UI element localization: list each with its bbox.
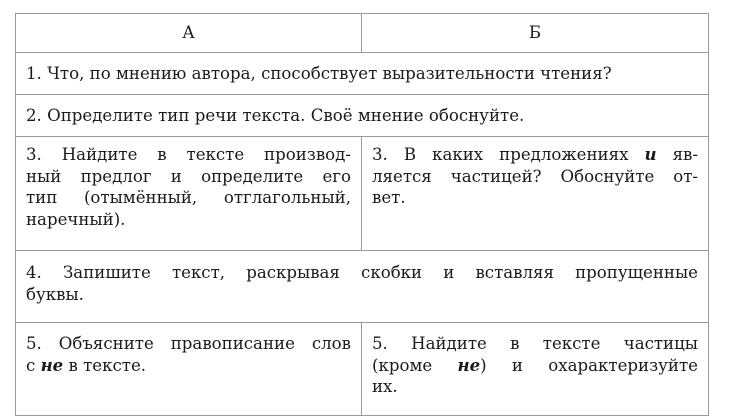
task-5b-line-2-post: ) и охарактеризуйте [480, 355, 698, 375]
task-3b-line-1-post: яв- [672, 145, 698, 164]
task-5b-line-2-pre: (кроме [372, 355, 433, 375]
task-3b-line-1-pre: 3. В каких предложениях [372, 145, 629, 164]
column-header-b: Б [362, 14, 709, 53]
task-3a-line-2: ный предлог и определите его [26, 166, 351, 186]
task-5a-cell [16, 323, 362, 416]
task-3a-line-1: 3. Найдите в тексте производ- [26, 145, 351, 164]
exercise-table [15, 13, 709, 416]
task-row-2 [16, 95, 709, 137]
task-1-cell [16, 53, 709, 95]
task-row-5 [16, 323, 709, 416]
task-1-text: 1. Что, по мнению автора, способствует выразительности чтения? [26, 63, 612, 83]
task-4-line-1: 4. Запишите текст, раскрывая скобки и вставляя пропущенные [26, 263, 698, 282]
task-3a-line-3: тип (отымённый, отглагольный, [26, 188, 351, 207]
task-3b-line-1 [372, 144, 698, 166]
task-5b-highlight-word: не [457, 354, 481, 375]
task-3a-line-4: наречный). [26, 209, 126, 229]
task-5a-line-2 [26, 355, 351, 377]
task-5a-line-1: 5. Объясните правописание слов [26, 334, 351, 353]
task-3b-cell [362, 137, 709, 251]
task-4-line-2: буквы. [26, 284, 84, 304]
task-5a-highlight-word: не [40, 354, 64, 375]
task-5b-cell [362, 323, 709, 416]
column-header-a: А [16, 14, 362, 53]
task-2-cell [16, 95, 709, 137]
task-5b-line-1: 5. Найдите в тексте частицы [372, 334, 698, 353]
task-3b-highlight-word: и [644, 144, 657, 164]
task-row-1 [16, 53, 709, 95]
task-row-3 [16, 137, 709, 251]
task-3b-line-2: ляется частицей? Обоснуйте от- [372, 166, 698, 186]
header-row [16, 14, 709, 53]
task-5b-line-2 [372, 355, 698, 377]
task-5a-line-2-pre: с [26, 355, 36, 375]
task-row-4 [16, 251, 709, 323]
task-3a-cell [16, 137, 362, 251]
task-2-text: 2. Определите тип речи текста. Своё мнение обоснуйте. [26, 105, 525, 125]
task-5b-line-3: их. [372, 377, 398, 396]
exercise-table-container [15, 13, 708, 416]
task-4-cell [16, 251, 709, 323]
task-5a-line-2-post: в тексте. [68, 355, 147, 375]
task-3b-line-3: вет. [372, 188, 406, 207]
